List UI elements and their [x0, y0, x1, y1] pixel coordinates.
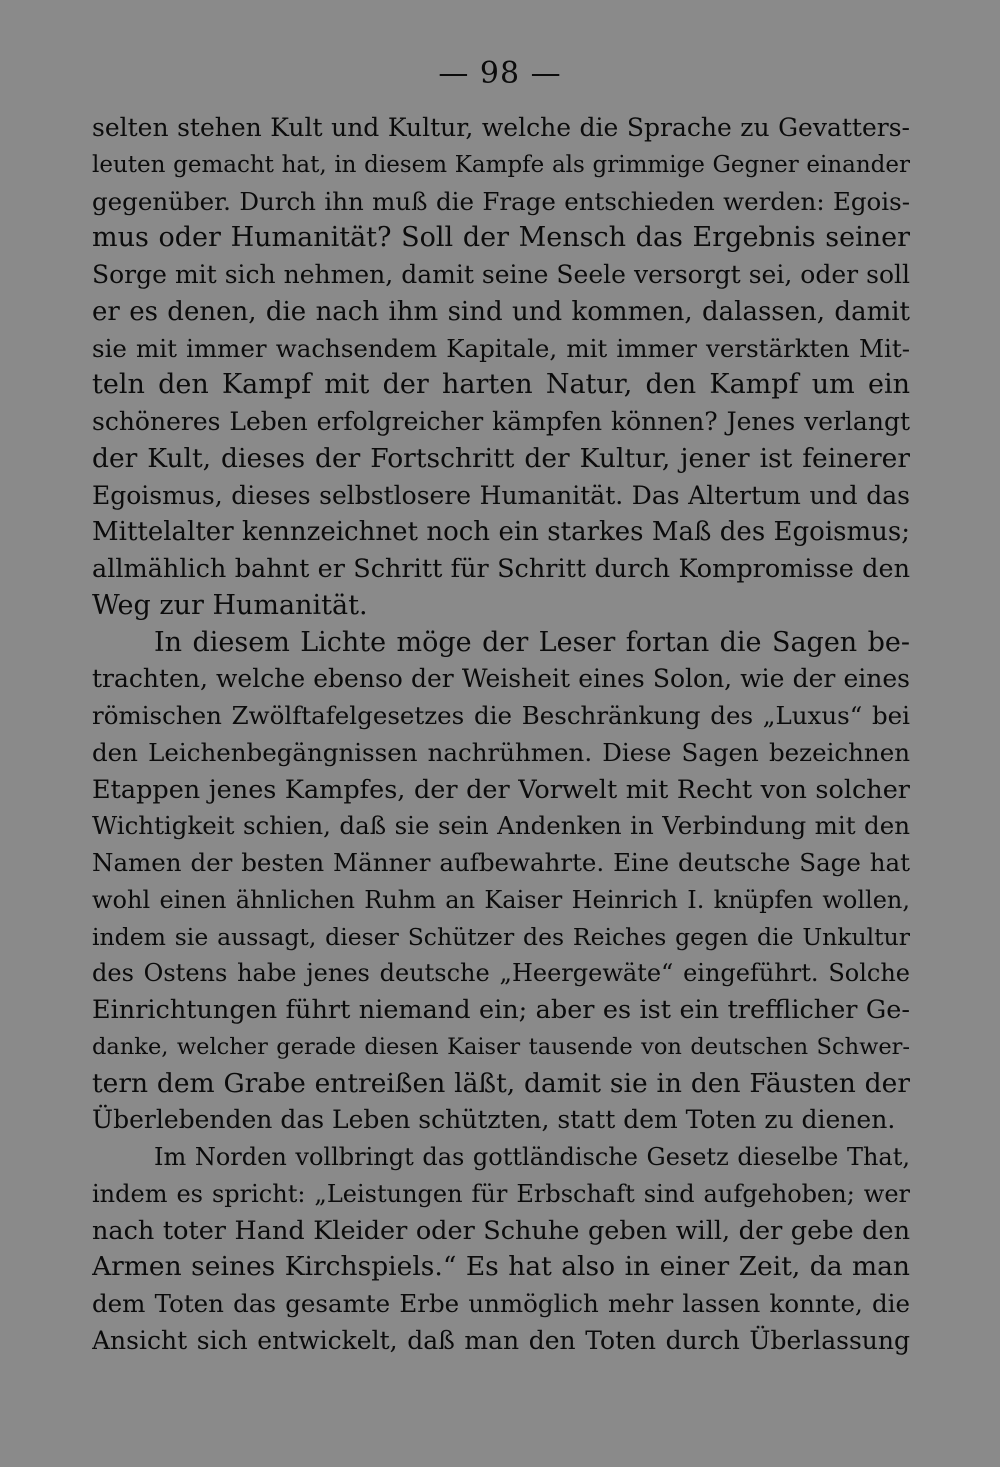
text-line: dem Toten das gesamte Erbe unmöglich mehr lassen konnte, die — [92, 1289, 910, 1318]
text-line: Weg zur Humanität. — [92, 589, 368, 621]
text-line: Einrichtungen führt niemand ein; aber es ist ein trefflicher Ge- — [92, 995, 910, 1025]
text-line: nach toter Hand Kleider oder Schuhe geben will, der gebe den — [92, 1215, 910, 1246]
text-line: mus oder Humanität? Soll der Mensch das Ergebnis seiner — [92, 222, 910, 254]
text-line: In diesem Lichte möge der Leser fortan die Sagen be- — [154, 626, 910, 658]
text-line: des Ostens habe jenes deutsche „Heergewäte“ eingeführt. Solche — [92, 959, 910, 988]
text-line: den Leichenbegängnissen nachrühmen. Diese Sagen bezeichnen — [92, 737, 910, 767]
text-line: schöneres Leben erfolgreicher kämpfen können? Jenes verlangt — [92, 407, 910, 436]
text-line: sie mit immer wachsendem Kapitale, mit immer verstärkten Mit- — [92, 333, 910, 363]
text-line: Armen seines Kirchspiels.“ Es hat also in einer Zeit, da man — [92, 1251, 910, 1283]
text-line: er es denen, die nach ihm sind und kommen, dalassen, damit — [92, 296, 910, 327]
text-line: danke, welcher gerade diesen Kaiser tausende von deutschen Schwer- — [92, 1033, 910, 1060]
text-line: Wichtigkeit schien, daß sie sein Andenken in Verbindung mit den — [92, 811, 910, 841]
text-line: der Kult, dieses der Fortschritt der Kultur, jener ist feinerer — [92, 442, 910, 474]
text-line: gegenüber. Durch ihn muß die Frage entschieden werden: Egois- — [92, 186, 910, 216]
text-line: indem es spricht: „Leistungen für Erbschaft sind aufgehoben; wer — [92, 1179, 910, 1208]
text-line: teln den Kampf mit der harten Natur, den Kampf um ein — [92, 369, 910, 401]
text-line: Überlebenden das Leben schützten, statt dem Toten zu dienen. — [92, 1105, 896, 1135]
text-line: Etappen jenes Kampfes, der der Vorwelt mit Recht von solcher — [92, 774, 910, 805]
text-line: Mittelalter kennzeichnet noch ein starkes Maß des Egoismus; — [92, 517, 910, 548]
text-line: tern dem Grabe entreißen läßt, damit sie in den Fäusten der — [92, 1067, 910, 1099]
text-line: Sorge mit sich nehmen, damit seine Seele versorgt sei, oder soll — [92, 260, 910, 289]
text-line: Namen der besten Männer aufbewahrte. Eine deutsche Sage hat — [92, 848, 910, 877]
text-line: römischen Zwölftafelgesetzes die Beschränkung des „Luxus“ bei — [92, 701, 910, 730]
page-number: — 98 — — [438, 56, 562, 91]
text-line: wohl einen ähnlichen Ruhm an Kaiser Heinrich I. knüpfen wollen, — [92, 885, 910, 914]
text-line: Im Norden vollbringt das gottländische Gesetz dieselbe That, — [154, 1143, 910, 1171]
text-line: indem sie aussagt, dieser Schützer des Reiches gegen die Unkultur — [92, 922, 910, 951]
text-line: Egoismus, dieses selbstlosere Humanität. Das Altertum und das — [92, 480, 910, 510]
text-line: Ansicht sich entwickelt, daß man den Toten durch Überlassung — [92, 1325, 910, 1355]
text-line: leuten gemacht hat, in diesem Kampfe als grimmige Gegner einander — [92, 151, 910, 178]
text-line: selten stehen Kult und Kultur, welche die Sprache zu Gevatters- — [92, 113, 910, 142]
text-line: trachten, welche ebenso der Weisheit eines Solon, wie der eines — [92, 664, 910, 694]
text-line: allmählich bahnt er Schritt für Schritt durch Kompromisse den — [92, 554, 910, 584]
body-text — [92, 110, 910, 1360]
